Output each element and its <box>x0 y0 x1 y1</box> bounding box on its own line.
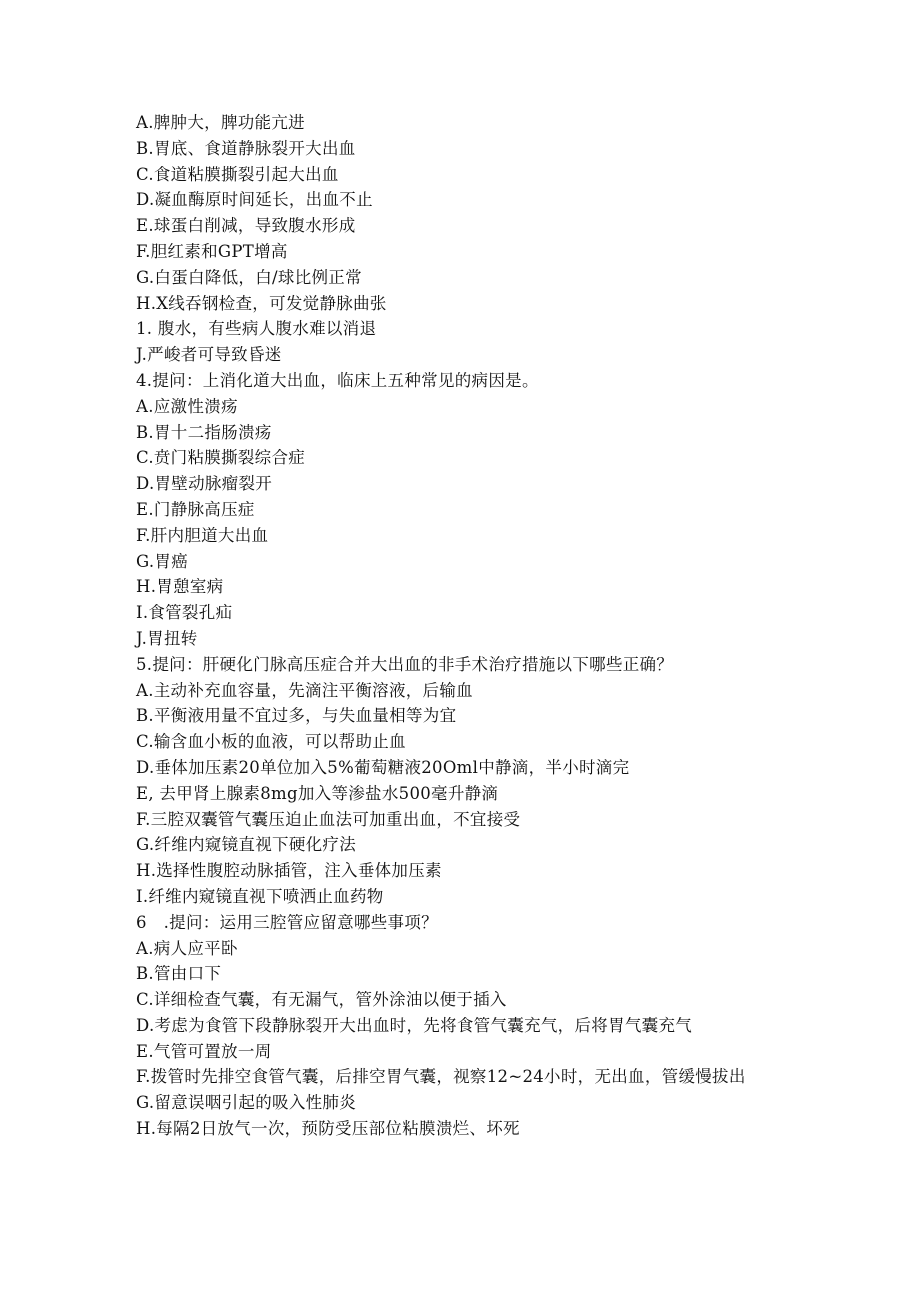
text-line: A.病人应平卧 <box>136 938 238 958</box>
text-line: B.管由口下 <box>136 964 222 984</box>
text-line: G.胃癌 <box>136 551 189 571</box>
text-line: B.胃十二指肠溃疡 <box>136 422 272 442</box>
text-line: F.肝内胆道大出血 <box>136 525 269 545</box>
text-line: H.X线吞钢检查，可发觉静脉曲张 <box>136 293 387 313</box>
document-body <box>136 110 796 1142</box>
text-line: 1. 腹水，有些病人腹水难以消退 <box>136 319 377 339</box>
text-line: C.详细检查气囊，有无漏气，管外涂油以便于插入 <box>136 990 507 1010</box>
text-line: J.严峻者可导致昏迷 <box>136 345 282 365</box>
question-heading: 6 .提问：运用三腔管应留意哪些事项？ <box>136 912 438 932</box>
text-line: H.选择性腹腔动脉插管，注入垂体加压素 <box>136 861 442 881</box>
text-line: B.平衡液用量不宜过多，与失血量相等为宜 <box>136 706 457 726</box>
text-line: D.考虑为食管下段静脉裂开大出血时，先将食管气囊充气，后将胃气囊充气 <box>136 1015 693 1035</box>
text-line: G.纤维内窥镜直视下硬化疗法 <box>136 835 357 855</box>
text-line: I.纤维内窥镜直视下喷洒止血药物 <box>136 886 384 906</box>
text-line: E.球蛋白削减，导致腹水形成 <box>136 216 356 236</box>
text-line: A.脾肿大，脾功能亢进 <box>136 113 305 132</box>
text-line: D.垂体加压素20单位加入5%葡萄糖液20Oml中静滴，半小时滴完 <box>136 757 630 777</box>
question-heading: 4.提问：上消化道大出血，临床上五种常见的病因是。 <box>136 370 539 390</box>
text-line: H.胃憩室病 <box>136 577 224 597</box>
text-line: C.食道粘膜撕裂引起大出血 <box>136 164 339 184</box>
text-line: D.胃壁动脉瘤裂开 <box>136 474 273 494</box>
text-line: G.白蛋白降低，白/球比例正常 <box>136 267 362 287</box>
text-line: E, 去甲肾上腺素8mg加入等渗盐水500毫升静滴 <box>136 783 499 803</box>
text-line: A.主动补充血容量，先滴注平衡溶液，后输血 <box>136 680 473 700</box>
text-line: J.胃扭转 <box>136 628 198 648</box>
text-line: I.食管裂孔疝 <box>136 603 233 623</box>
text-line: F.三腔双囊管气囊压迫止血法可加重出血，不宜接受 <box>136 809 521 829</box>
text-line: D.凝血酶原时间延长，出血不止 <box>136 190 373 210</box>
text-line: H.每隔2日放气一次，预防受压部位粘膜溃烂、坏死 <box>136 1119 520 1139</box>
text-line: C.贲门粘膜撕裂综合症 <box>136 448 306 468</box>
text-line: E.气管可置放一周 <box>136 1041 272 1061</box>
text-line: F.拨管时先排空食管气囊，后排空胃气囊，视察12~24小时，无出血，管缓慢拔出 <box>136 1067 746 1087</box>
text-line: G.留意误咽引起的吸入性肺炎 <box>136 1093 357 1113</box>
text-line: F.胆红素和GPT增高 <box>136 241 288 261</box>
question-heading: 5.提问：肝硬化门脉高压症合并大出血的非手术治疗措施以下哪些正确？ <box>136 654 674 674</box>
text-line: C.输含血小板的血液，可以帮助止血 <box>136 732 406 752</box>
text-line: E.门静脉高压症 <box>136 499 255 519</box>
text-line: A.应激性溃疡 <box>136 396 238 416</box>
text-line: B.胃底、食道静脉裂开大出血 <box>136 138 356 158</box>
